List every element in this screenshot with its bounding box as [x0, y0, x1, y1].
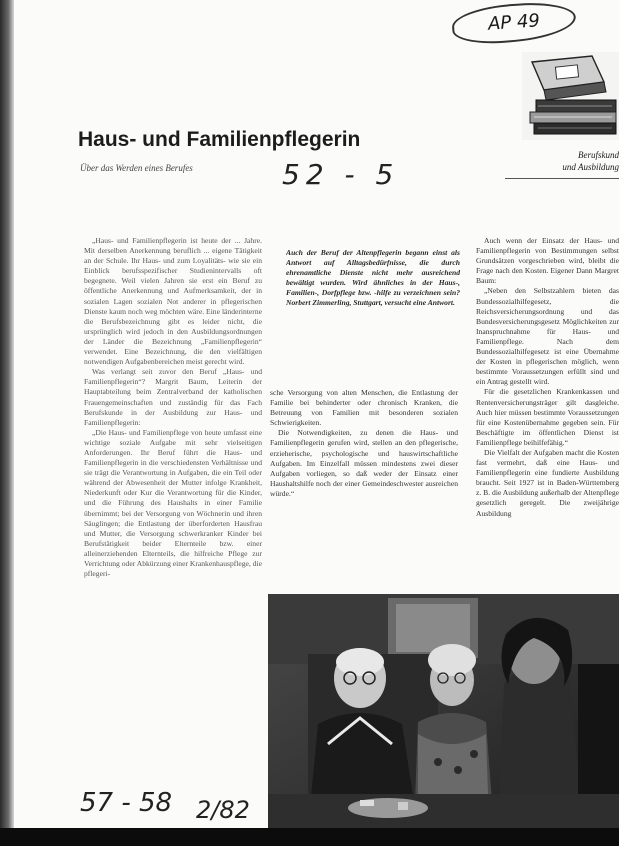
- handwritten-date: 2/82: [196, 796, 250, 824]
- paragraph: „Haus- und Familienpflegerin ist heute der ... Jahre. Mit derselben Anerkennung beruflich ... eigene Tätigkeit an der Schule. Ihr Haus- und zum Loyalitäts- wie sie ein Einblick berufsspezifischer Studienintervalls oft begegnete. Weil vielen Jahren sie erst ein Beruf zu öffentliche Anerkennung und Aufmerksamkeit, der in sozialen Lagen sozialen Not anderer in pflegerischen Dienste kaum noch weg möchten wäre. Eine länderinterne die Berufsbezeichnung gibt es leider nicht, die ursprünglich wird jedoch in den Ausbildungsordnungen der Länder die Bezeichnung „Familienpflegerin“ verwendet. Eine Bezeichnung, die den vielfältigen notwendigen Aufgabenbereichen meist gerecht wird.: [84, 236, 262, 367]
- handwritten-stamp: [451, 0, 577, 46]
- article-title: Haus- und Familienpflegerin: [78, 128, 361, 151]
- paragraph: Die Notwendigkeiten, zu denen die Haus- und Familienpflegerin gerufen wird, stellen an den pflegerische, erzieherische, psychologische und hauswirtschaftliche Aufgaben. Im Einzelfall müssen mindestens zwei dieser Aufgaben vorliegen, so daß weder der Einsatz einer Haushaltshilfe noch der einer Gemeindeschwester ausreichen würde.“: [270, 428, 458, 498]
- elderly-couple-photo-icon: [268, 594, 619, 828]
- books-illustration-icon: [522, 52, 619, 140]
- stamp-text: AP 49: [487, 10, 541, 35]
- intro-quote: [286, 248, 460, 348]
- series-label-line-2: und Ausbildung: [562, 162, 619, 172]
- paragraph: Für die gesetzlichen Krankenkassen und Rentenversicherungsträger gilt dasgleiche. Auch hier müssen bestimmte Voraussetzungen für eine Kostenübernahme gegeben sein. Für Beschäftigte im öffentlichen Dienst ist Familienpflege beihilfefähig.“: [476, 387, 619, 447]
- binding-shadow: [0, 0, 14, 846]
- handwritten-margin-mark: 52 - 5: [282, 158, 400, 191]
- column-left: [84, 236, 262, 779]
- series-label-line-1: Berufskund: [578, 150, 619, 160]
- paragraph: Die Vielfalt der Aufgaben macht die Kosten fast vermehrt, daß eine Haus- und Familienpflegerin eine fundierte Ausbildung braucht. Seit 1927 ist in Baden-Württemberg z. B. die Ausbildung außerhalb der Altenpflege gesetzlich geregelt. Die zweijährige Ausbildung: [476, 447, 619, 518]
- paragraph: „Neben den Selbstzahlern bieten das Bundessozialhilfegesetz, die Reichsversicherungsordnung und das Bundesversicherungsgesetz Möglichkeiten zur Inanspruchnahme für Haus- und Familienpflege. Nach dem Bundessozialhilfegesetz ist eine Übernahme der Kosten in pflegerischen möglich, wenn bestimmte Voraussetzungen erfüllt sind und ein Antrag gestellt wird.: [476, 286, 619, 387]
- paragraph: „Die Haus- und Familienpflege von heute umfasst eine wichtige soziale Aufgabe mit sehr vielseitigen Anforderungen. Ihr Beruf führt die Haus- und Familienpflegerin in die verschiedensten Verhältnisse und sie trägt die Verantwortung in Aufgaben, die ein Teil oder während der Abwesenheit der Mutter infolge Krankheit, Niederkunft oder Kur die Verantwortung für die Kinder, und die Führung des Haushalts in einer Familie übernimmt; bei der Versorgung von Wöchnerin und ihren Säuglingen; die Entlastung der überforderten Hausfrau und Mutter, die Versorgung schwerkranker Kinder bei Berufstätigkeit beider Elternteile bzw. einer alleinerziehenden Elternteils, die hilfreiche Pflege zur Verrichtung oder Abkürzung einer Krankenhauspflege, die pflegeri-: [84, 427, 262, 579]
- scan-bottom-edge: [0, 828, 619, 846]
- handwritten-page-ref: 57 - 58: [80, 788, 173, 818]
- paragraph: Was verlangt seit zuvor den Beruf „Haus- und Familienpflegerin“? Margrit Baum, Leiterin der Hauptabteilung beim Zentralverband der katholischen Frauengemeinschaften und zuständig für das Fach Berufskunde in der Ausbildung zur Haus- und Familienpflegerin:: [84, 367, 262, 427]
- paragraph: sche Versorgung von alten Menschen, die Entlastung der Familie bei behinderter oder chronisch Kranken, die Betreuung von Familien mit besonderen sozialen Schwierigkeiten.: [270, 388, 458, 428]
- header-rule: [505, 178, 619, 179]
- series-label: [552, 149, 619, 173]
- column-right: [476, 236, 619, 581]
- paragraph: Auch wenn der Einsatz der Haus- und Familienpflegerin von Bestimmungen selbst Grundsätzen vorgeschrieben wird, bleibt die Frage nach den Kosten. Eigener Dann Margret Baum:: [476, 236, 619, 286]
- article-subtitle: Über das Werden eines Berufes: [80, 163, 193, 173]
- column-middle: [270, 388, 458, 584]
- intro-quote-text: Auch der Beruf der Altenpflegerin begann einst als Antwort auf Alltagsbedürfnisse, die durch ehrenamtliche Dienste nicht mehr ausreichend bewältigt wurden. Wird ähnliches in der Haus-, Familien-, Dorfpflege bzw. -hilfe zu verzeichnen sein? Norbert Zimmerling, Stuttgart, versucht eine Antwort.: [286, 248, 460, 308]
